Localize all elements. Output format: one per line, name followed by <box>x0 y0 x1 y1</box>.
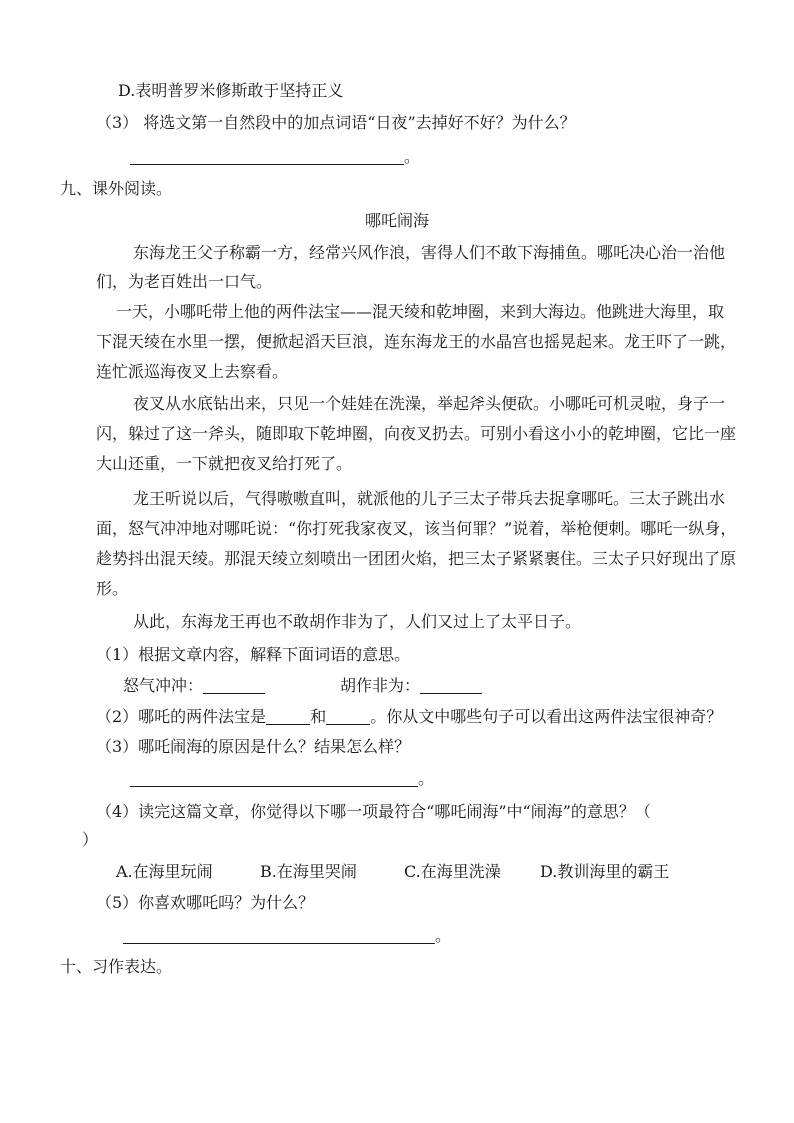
option-d: D.表明普罗米修斯敢于坚持正义 <box>118 81 344 100</box>
sub5-answer <box>123 925 451 947</box>
p1-line2: 们，为老百姓出一口气。 <box>96 272 273 291</box>
sub2-part-c: 。你从文中哪些句子可以看出这两件法宝很神奇？ <box>370 707 723 726</box>
word1-blank[interactable] <box>203 677 265 694</box>
sub4-line1: （4）读完这篇文章，你觉得以下哪一项最符合“哪吒闹海”中“闹海”的意思？（ <box>96 802 651 821</box>
sub2 <box>96 706 722 728</box>
p4-line3: 趁势抖出混天绫。那混天绫立刻喷出一团团火焰，把三太子紧紧裹住。三太子只好现出了原 <box>96 549 737 568</box>
end-mark: 。 <box>418 769 435 788</box>
sub1-word1 <box>123 675 265 697</box>
treasure1-blank[interactable] <box>266 708 310 725</box>
word2-blank[interactable] <box>420 677 482 694</box>
p5: 从此，东海龙王再也不敢胡作非为了，人们又过上了太平日子。 <box>133 612 582 631</box>
end-mark: 。 <box>404 147 421 166</box>
p4-line1: 龙王听说以后，气得嗷嗷直叫，就派他的儿子三太子带兵去捉拿哪吒。三太子跳出水 <box>133 489 726 508</box>
sub2-part-a: （2）哪吒的两件法宝是 <box>96 707 267 726</box>
option-b[interactable]: B.在海里哭闹 <box>260 862 357 881</box>
end-mark: 。 <box>435 926 452 945</box>
q8-sub3: （3） 将选文第一自然段中的加点词语“日夜”去掉好不好？为什么？ <box>96 113 576 132</box>
sub4-line2: ） <box>82 830 99 849</box>
answer-blank[interactable] <box>130 148 404 165</box>
q9-heading: 九、课外阅读。 <box>60 179 173 198</box>
p2-line2: 下混天绫在水里一摆，便掀起滔天巨浪，连东海龙王的水晶宫也摇晃起来。龙王吓了一跳， <box>96 332 737 351</box>
answer-blank[interactable] <box>130 770 418 787</box>
option-a[interactable]: A.在海里玩闹 <box>116 862 213 881</box>
sub3: （3）哪吒闹海的原因是什么？结果怎么样？ <box>96 737 411 756</box>
p3-line3: 大山还重，一下就把夜叉给打死了。 <box>96 454 353 473</box>
p1-line1: 东海龙王父子称霸一方，经常兴风作浪，害得人们不敢下海捕鱼。哪吒决心治一治他 <box>133 243 726 262</box>
word1-label: 怒气冲冲： <box>123 676 204 695</box>
treasure2-blank[interactable] <box>326 708 370 725</box>
p4-line2: 面，怒气冲冲地对哪吒说：“你打死我家夜叉，该当何罪？”说着，举枪便刺。哪吒一纵身， <box>96 519 737 538</box>
word2-label: 胡作非为： <box>340 676 421 695</box>
q10-heading: 十、习作表达。 <box>60 957 173 976</box>
q8-sub3-answer <box>130 146 420 168</box>
passage-title: 哪吒闹海 <box>364 211 429 230</box>
sub1-word2 <box>340 675 482 697</box>
sub2-part-b: 和 <box>310 707 327 726</box>
sub1: （1）根据文章内容，解释下面词语的意思。 <box>96 645 411 664</box>
sub3-answer <box>130 768 434 790</box>
p2-line3: 连忙派巡海夜叉上去察看。 <box>96 362 289 381</box>
answer-blank[interactable] <box>123 927 435 944</box>
option-c[interactable]: C.在海里洗澡 <box>404 862 501 881</box>
sub5: （5）你喜欢哪吒吗？为什么？ <box>96 893 315 912</box>
option-d[interactable]: D.教训海里的霸王 <box>540 862 670 881</box>
p3-line1: 夜叉从水底钻出来，只见一个娃娃在洗澡，举起斧头便砍。小哪吒可机灵啦，身子一 <box>133 394 726 413</box>
p3-line2: 闪，躲过了这一斧头，随即取下乾坤圈，向夜叉扔去。可别小看这小小的乾坤圈，它比一座 <box>96 424 737 443</box>
p2-line1: 一天，小哪吒带上他的两件法宝——混天绫和乾坤圈，来到大海边。他跳进大海里，取 <box>116 302 725 321</box>
p4-line4: 形。 <box>96 579 129 598</box>
